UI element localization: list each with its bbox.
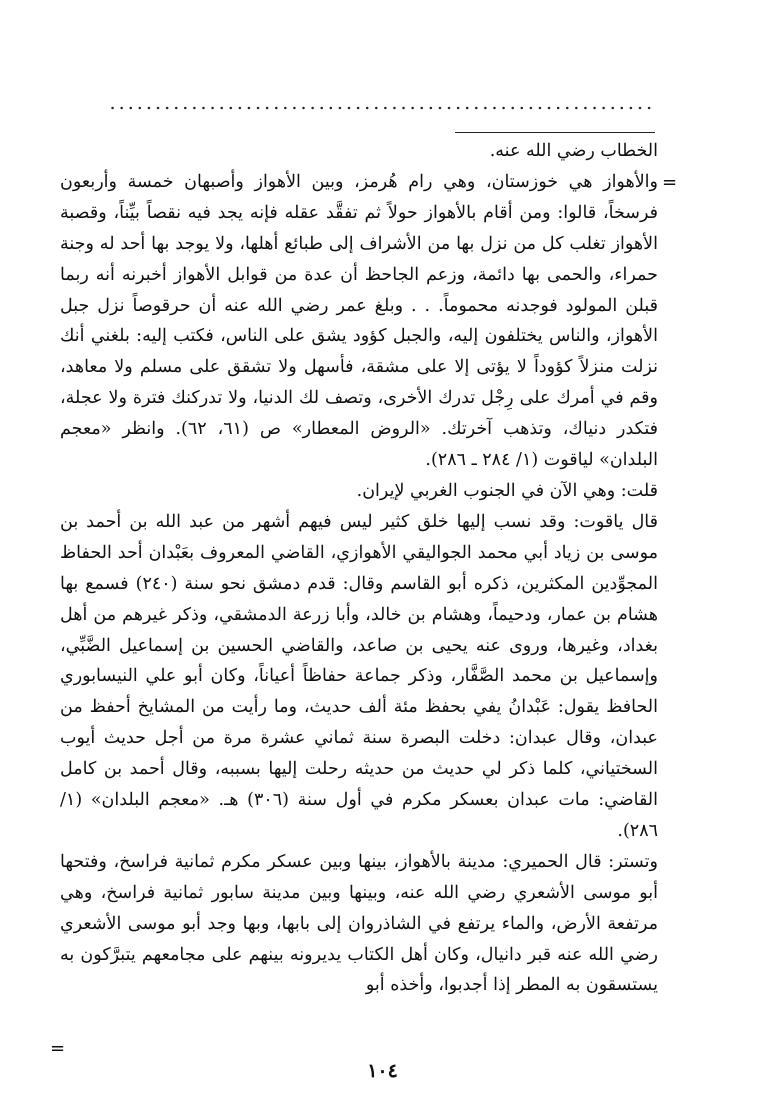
paragraph-3: قلت: وهي الآن في الجنوب الغربي لإيران.: [356, 480, 658, 501]
dotted-separator: [108, 106, 656, 110]
continuation-marker-bottom: =: [50, 1038, 66, 1059]
paragraph-1: الخطاب رضي الله عنه.: [489, 141, 658, 161]
footnote-rule: [455, 132, 655, 133]
paragraph-5: وتستر: قال الحميري: مدينة بالأهواز، بينها وبين عسكر مكرم ثمانية فراسخ، وفتحها أبو موسى الأشعري رضي الله عنه، وبينها وبين مدينة سابور ثمانية فراسخ، وهي مرتفعة الأرض، والماء يرتفع في الشاذروان إلى بابها، وبها وجد أبو موسى الأشعري رضي الله عنه قبر دانيال، وكان أهل الكتاب يديرونه بينهم على مجامعهم يتبرَّكون به يستسقون به المطر إذا أجدبوا، وأخذه أبو: [60, 851, 658, 996]
paragraph-4: قال ياقوت: وقد نسب إليها خلق كثير ليس فيهم أشهر من عبد الله بن أحمد بن موسى بن زياد أبي محمد الجواليقي الأهوازي، القاضي المعروف بعَبْدان أحد الحفاظ المجوِّدين المكثرين، ذكره أبو القاسم وقال: قدم دمشق نحو سنة (٢٤٠) فسمع بها هشام بن عمار، ودحيماً، وهشام بن خالد، وأبا زرعة الدمشقي، وذكر غيرهم من أهل بغداد، وغيرها، وروى عنه يحيى بن صاعد، والقاضي الحسين بن إسماعيل الضَّبِّي، وإسماعيل بن محمد الصَّفَّار، وذكر جماعة حفاظاً أعياناً، وكان أبو علي النيسابوري الحافظ يقول: عَبْدانُ يفي بحفظ مئة ألف حديث، وما رأيت من المشايخ أحفظ من عبدان، وقال عبدان: دخلت البصرة سنة ثماني عشرة مرة من أجل حديث أيوب السختياني، كلما ذكر لي حديث من حديثه رحلت إليها بسببه، وقال أحمد بن كامل القاضي: مات عبدان بعسكر مكرم في أول سنة (٣٠٦) هـ. «معجم البلدان» (١/ ٢٨٦).: [60, 511, 658, 841]
continuation-marker-top: =: [662, 172, 678, 193]
footnote-text: [60, 136, 658, 1001]
page-number: ١٠٤: [367, 1060, 398, 1082]
paragraph-2: والأهواز هي خوزستان، وهي رام هُرمز، وبين الأهواز وأصبهان خمسة وأربعون فرسخاً، قالوا: ومن أقام بالأهواز حولاً ثم تفقَّد عقله فإنه يجد فيه نقصاً بيِّناً، وقصبة الأهواز تغلب كل من نزل بها من الأشراف إلى طبائع أهلها، ولا يوجد بها أحد له وجنة حمراء، والحمى بها دائمة، وزعم الجاحظ أن عدة من قوابل الأهواز أخبرنه أنه ربما قبلن المولود فوجدنه محموماً. . . وبلغ عمر رضي الله عنه أن حرقوصاً نزل جبل الأهواز، والناس يختلفون إليه، والجبل كؤود يشق على الناس، فكتب إليه: بلغني أنك نزلت منزلاً كؤوداً لا يؤتى إلا على مشقة، فأسهل ولا تشقق على مسلم ولا معاهد، وقم في أمرك على رِجْل تدرك الأخرى، وتصف لك الدنيا، ولا تدركنك فترة ولا عجلة، فتكدر دنياك، وتذهب آخرتك. «الروض المعطار» ص (٦١، ٦٢). وانظر «معجم البلدان» لياقوت (١/ ٢٨٤ ـ ٢٨٦).: [60, 171, 658, 471]
